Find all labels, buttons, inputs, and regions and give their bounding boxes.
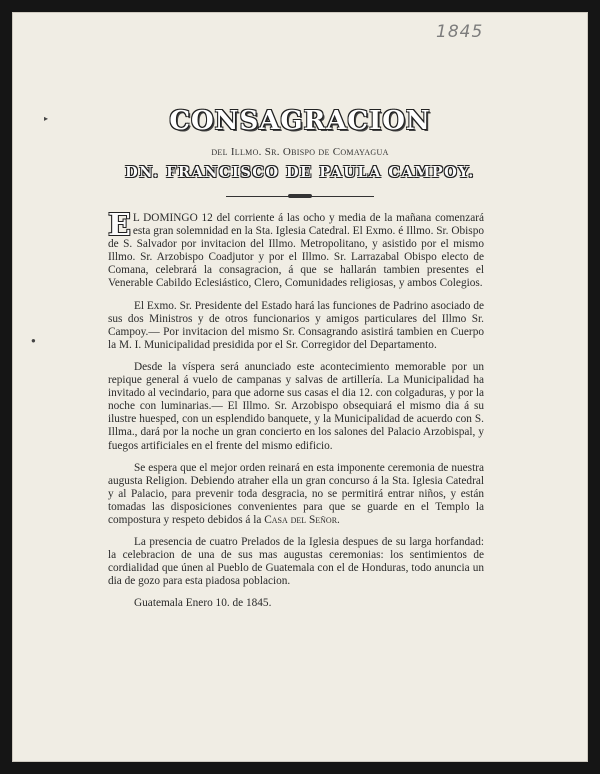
ornament-icon xyxy=(288,194,312,198)
document-subtitle: del Illmo. Sr. Obispo de Comayagua xyxy=(211,146,389,158)
paragraph-4-smallcaps: Casa del Señor. xyxy=(264,513,340,526)
paragraph-4-text: Se espera que el mejor orden reinará en esta imponente ceremonia de nuestra augusta Religion. Debiendo atraher ella un gran concurso á la Sta. Iglesia Catedral y al Palacio, para prevenir toda desgracia, no se permitirá entrar niños, y están tomadas las disposiciones convenientes para que se guarde en el Templo la compostura y respeto debidos á la xyxy=(108,461,484,526)
paragraph-1 xyxy=(108,208,485,291)
paragraph-3: Desde la víspera será anunciado este acontecimiento memorable por un repique general á vuelo de campanas y salvas de artillería. La Municipalidad ha invitado al vecindario, para que adorne sus casas el dia 12. con colgaduras, y por la noche con luminarias.— El Illmo. Sr. Arzobispo obsequiará el mismo dia á su ilustre huesped, con un esplendido banquete, y la Municipalidad de acuerdo con S. Illma., dará por la noche un gran concierto en los salones del Palacio Arzobispal, y fuegos artificiales en el frente del mismo edificio. xyxy=(108,360,484,452)
pencil-year-annotation: 1845 xyxy=(436,22,484,42)
paragraph-2: El Exmo. Sr. Presidente del Estado hará las funciones de Padrino asociado de sus dos Ministros y de otros funcionarios y amigos particulares del Illmo Sr. Campoy.— Por invitacion del mismo Sr. Consagrando asistirá tambien en Cuerpo la M. I. Municipalidad presidida por el Sr. Corregidor del Departamento. xyxy=(108,299,484,351)
paragraph-1-lead: L DOMINGO xyxy=(132,212,198,224)
document-body xyxy=(108,208,485,620)
paragraph-1-text: 12 del corriente á las ocho y media de la mañana comenzará esta gran solemnidad en la Sta. Iglesia Catedral. El Exmo. é Illmo. Sr. Obispo de S. Salvador por invitacion del Illmo. Metropolitano, y asistido por el mismo Illmo. Sr. Arzobispo Coadjutor y por el Illmo. Sr. Larrazabal Obispo electo de Comana, celebrará la consagracion, á que se hallarán tambien presentes el Venerable Cabildo Eclesiástico, Clero, Comunidades religiosas, y ambos Colegios. xyxy=(108,212,485,290)
margin-dot-icon: ● xyxy=(31,336,36,345)
paragraph-5: La presencia de cuatro Prelados de la Iglesia despues de su larga horfandad: la celebracion de una de sus mas augustas ceremonias: los sentimientos de cordialidad que únen al Pueblo de Guatemala con el de Honduras, todo anuncia un dia de gozo para esta piadosa poblacion. xyxy=(108,536,484,588)
bishop-name: DN. FRANCISCO DE PAULA CAMPOY. xyxy=(125,164,475,181)
margin-mark-icon: ▸ xyxy=(44,114,49,123)
drop-cap: E xyxy=(108,208,131,243)
document-title: CONSAGRACION xyxy=(169,106,431,136)
dateline: Guatemala Enero 10. de 1845. xyxy=(134,597,272,610)
paragraph-4 xyxy=(108,462,484,527)
